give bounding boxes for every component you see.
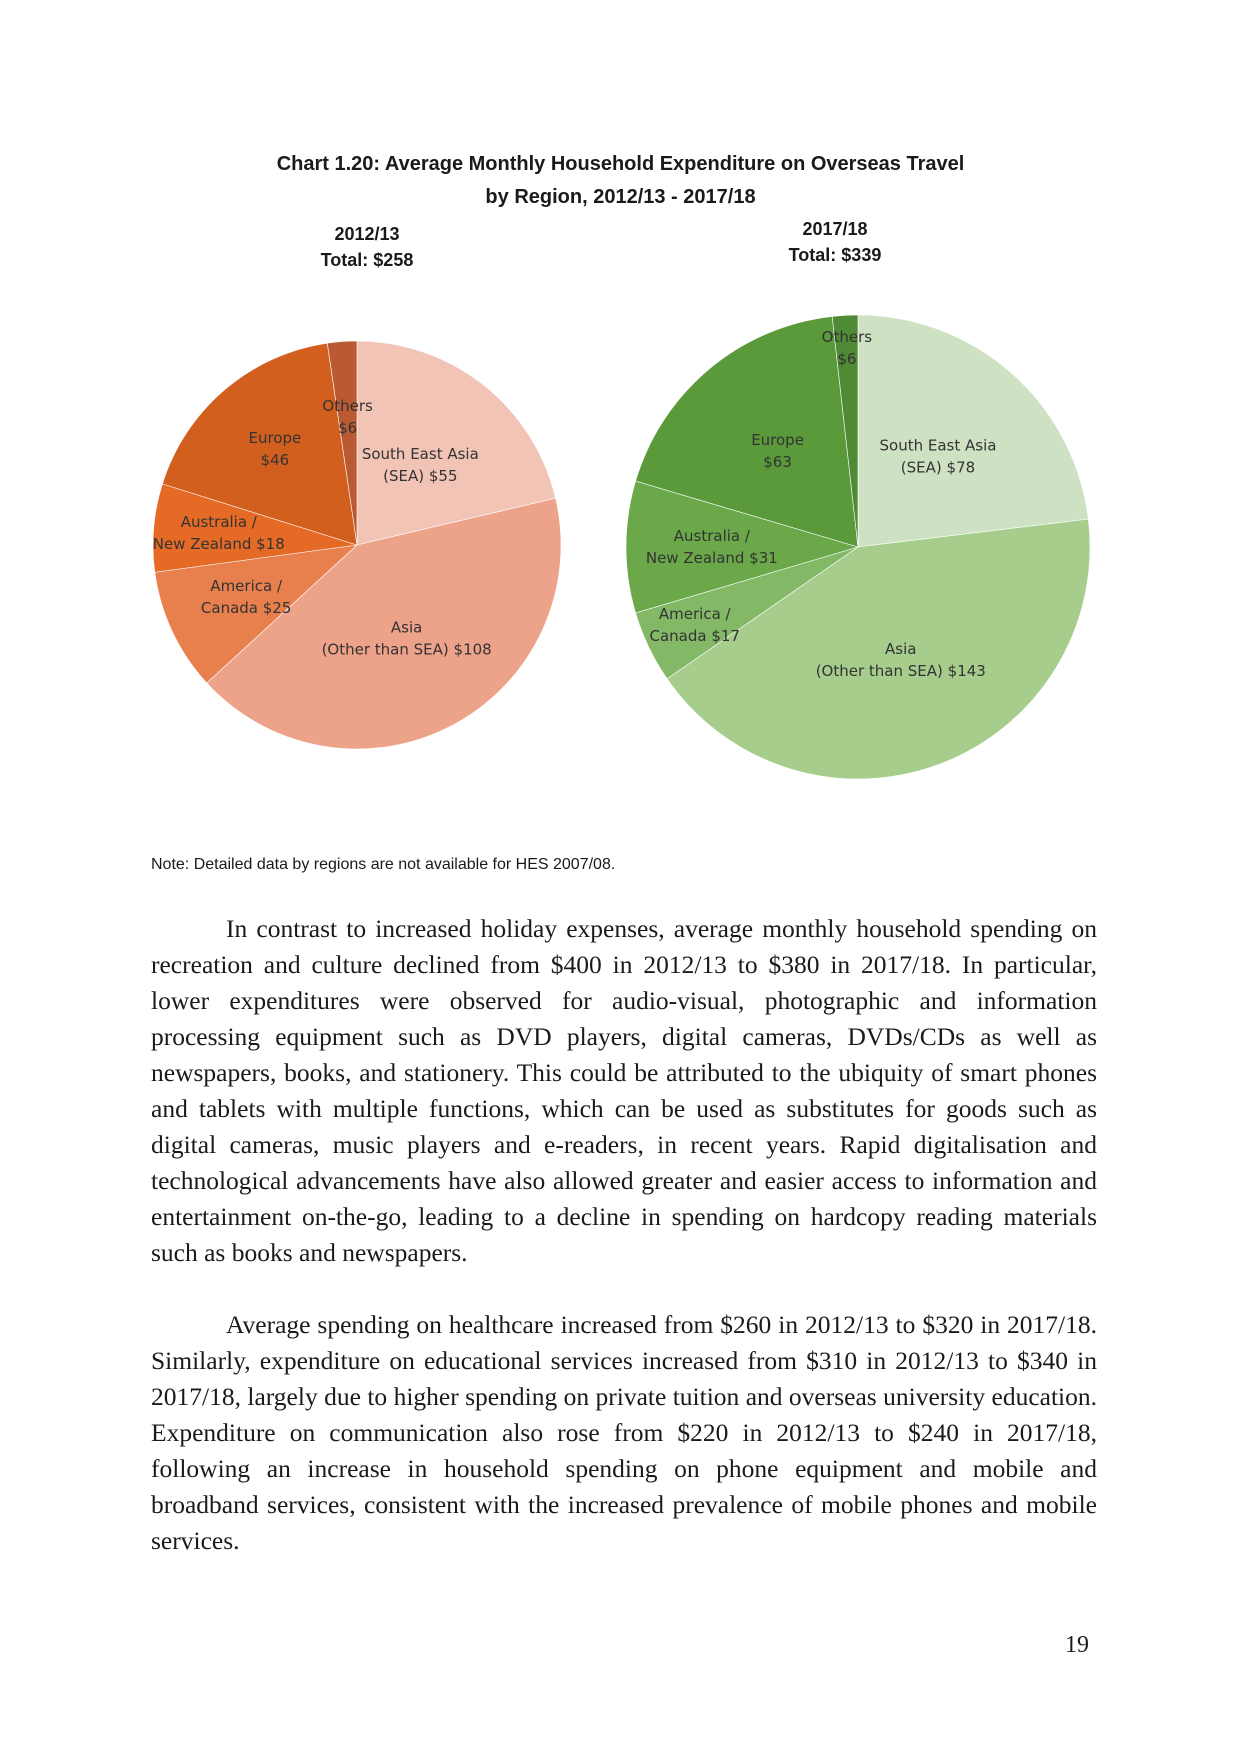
pie-2012-13-label-asia-other-than-sea: Asia (Other than SEA) $108 xyxy=(321,618,492,659)
pie-charts xyxy=(0,0,1241,820)
chart-title: Chart 1.20: Average Monthly Household Expenditure on Overseas Travel xyxy=(276,153,965,175)
chart-subtitle: by Region, 2012/13 - 2017/18 xyxy=(485,186,756,208)
pie-2012-13-label-south-east-asia: South East Asia (SEA) $55 xyxy=(361,445,479,486)
pie-2017-18-slice-south-east-asia xyxy=(858,315,1088,547)
paragraph-healthcare: Average spending on healthcare increased from $260 in 2012/13 to $320 in 2017/18. Similarly, expenditure on educational services increased from $310 in 2012/13 to $340 in 2017/18, largely due to higher spending on private tuition and overseas university education. Expenditure on communication also rose from $220 in 2012/13 to $240 in 2017/18, following an increase in household spending on phone equipment and mobile and broadband services, consistent with the increased prevalence of mobile phones and mobile services. xyxy=(151,1310,1097,1555)
pie-2012-year: 2012/13 xyxy=(334,224,400,244)
chart-note: Note: Detailed data by regions are not available for HES 2007/08. xyxy=(151,856,616,873)
pie-2017-year: 2017/18 xyxy=(802,219,868,239)
page-number: 19 xyxy=(1065,1632,1089,1658)
pie-2012-13-label-europe: Europe $46 xyxy=(248,428,302,469)
pie-2012-total: Total: $258 xyxy=(320,250,414,270)
pie-2012-13-label-america-canada: America / Canada $25 xyxy=(200,576,292,617)
paragraph-recreation: In contrast to increased holiday expenses, average monthly household spending on recreation and culture declined from $400 in 2012/13 to $380 in 2017/18. In particular, lower expenditures were observed for audio-visual, photographic and information processing equipment such as DVD players, digital cameras, DVDs/CDs as well as newspapers, books, and stationery. This could be attributed to the ubiquity of smart phones and tablets with multiple functions, which can be used as substitutes for goods such as digital cameras, music players and e-readers, in recent years. Rapid digitalisation and technological advancements have also allowed greater and easier access to information and entertainment on-the-go, leading to a decline in spending on hardcopy reading materials such as books and newspapers. xyxy=(151,914,1097,1267)
pie-2017-18-label-others: Others $6 xyxy=(821,327,873,368)
pie-2017-total: Total: $339 xyxy=(788,245,882,265)
pie-2017-18-label-europe: Europe $63 xyxy=(751,430,804,471)
pie-2012-13-label-australia-new-zealand: Australia / New Zealand $18 xyxy=(152,513,285,554)
pie-2017-18-label-asia-other-than-sea: Asia (Other than SEA) $143 xyxy=(815,639,986,680)
pie-2017-18-label-america-canada: America / Canada $17 xyxy=(649,605,740,646)
pie-2017-18-label-australia-new-zealand: Australia / New Zealand $31 xyxy=(645,527,778,567)
pie-2017-18-label-south-east-asia: South East Asia (SEA) $78 xyxy=(879,436,997,477)
pie-2012-13-label-others: Others $6 xyxy=(322,396,373,437)
